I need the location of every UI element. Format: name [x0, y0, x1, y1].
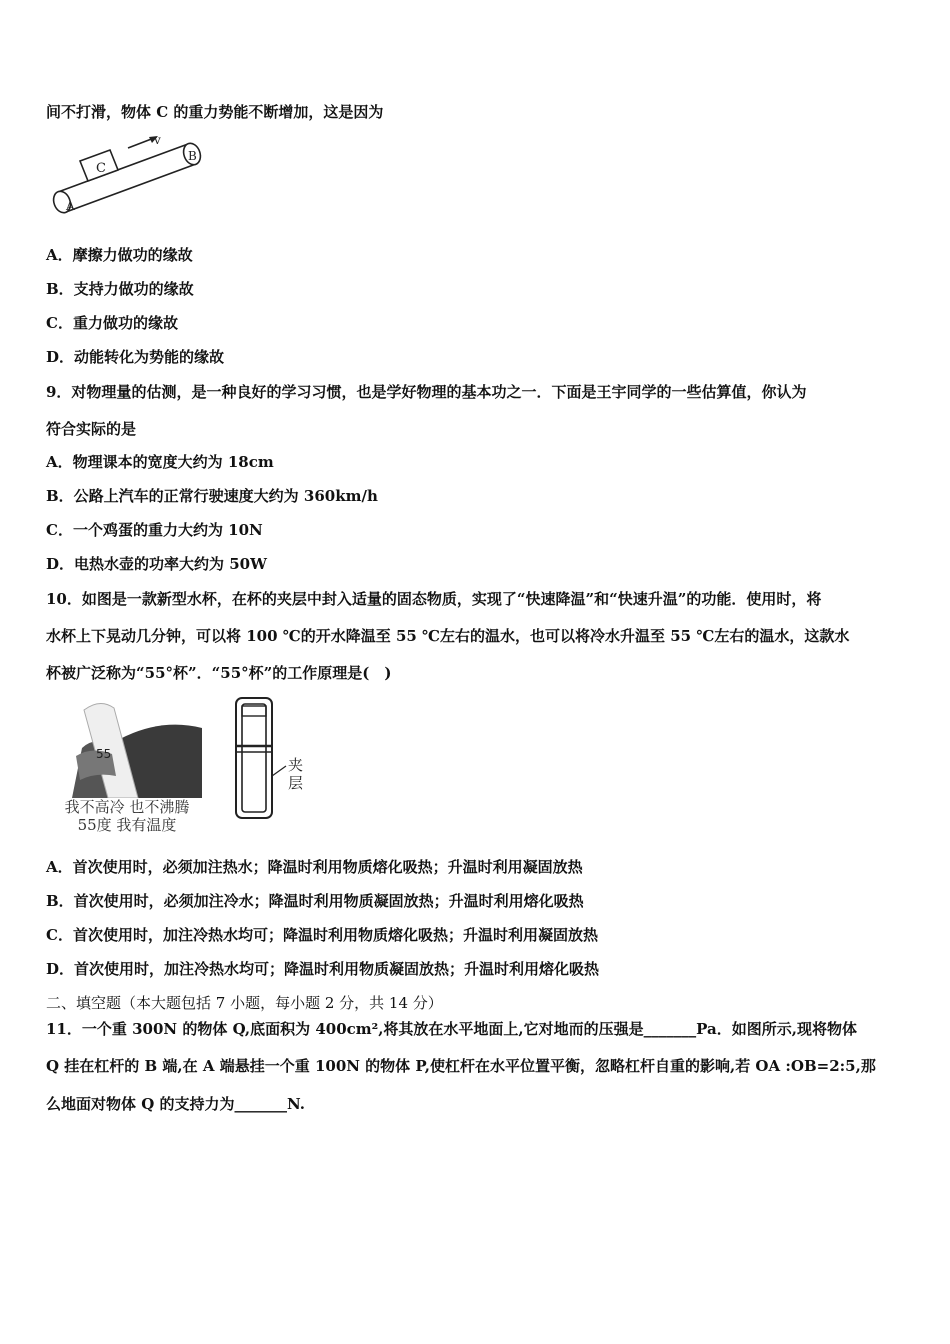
photo-caption-2: 55度 我有温度 [77, 816, 177, 834]
photo-caption-1: 我不高冷 也不沸腾 [64, 798, 190, 816]
label-a: A [66, 199, 75, 213]
cup-layer-diagram [228, 696, 318, 820]
label-v: v [154, 133, 161, 147]
q10-stem-line2: 水杯上下晃动几分钟，可以将 100 ℃的开水降温至 55 ℃左右的温水，也可以将冷水升温至 55 ℃左右的温水，这款水 [46, 627, 850, 645]
q8-stem-tail: 间不打滑，物体 C 的重力势能不断增加，这是因为 [46, 103, 384, 121]
q10-option-b: B．首次使用时，必须加注冷水；降温时利用物质凝固放热；升温时利用熔化吸热 [46, 892, 584, 910]
q10-option-a: A．首次使用时，必须加注热水；降温时利用物质熔化吸热；升温时利用凝固放热 [46, 858, 583, 876]
q10-option-d: D．首次使用时，加注冷热水均可；降温时利用物质凝固放热；升温时利用熔化吸热 [46, 960, 600, 978]
q9-stem-line1: 9．对物理量的估测，是一种良好的学习习惯，也是学好物理的基本功之一．下面是王宇同学的一些估算值，你认为 [46, 383, 807, 401]
q8-option-a: A．摩擦力做功的缘故 [46, 246, 193, 264]
cup-photo-55: 55 [96, 747, 112, 761]
q11-line3: 么地面对物体 Q 的支持力为_______N. [46, 1095, 305, 1113]
label-c: C [96, 161, 106, 176]
diagram-label-1: 夹 [288, 756, 304, 774]
q8-option-c: C．重力做功的缘故 [46, 314, 178, 332]
q11-line1: 11．一个重 300N 的物体 Q,底面积为 400cm²,将其放在水平地面上,它对地而的压强是_______Pa．如图所示,现将物体 [46, 1020, 857, 1038]
q10-stem-line1: 10．如图是一款新型水杯，在杯的夹层中封入适量的固态物质，实现了“快速降温”和“快速升温”的功能．使用时，将 [46, 590, 822, 608]
diagram-label-2: 层 [288, 774, 304, 792]
section2-heading: 二、填空题（本大题包括 7 小题，每小题 2 分，共 14 分） [46, 994, 443, 1012]
q9-stem-line2: 符合实际的是 [46, 420, 137, 438]
q9-option-d: D．电热水壶的功率大约为 50W [46, 555, 267, 573]
q9-option-a: A．物理课本的宽度大约为 18cm [46, 453, 274, 471]
velocity-arrow [128, 138, 154, 148]
q9-option-c: C．一个鸡蛋的重力大约为 10N [46, 521, 263, 539]
q8-option-d: D．动能转化为势能的缘故 [46, 348, 225, 366]
cup-photo [52, 698, 202, 838]
q9-option-b: B．公路上汽车的正常行驶速度大约为 360km/h [46, 487, 378, 505]
q10-stem-line3: 杯被广泛称为“55°杯”．“55°杯”的工作原理是( ) [46, 664, 392, 682]
cup-photo-image [52, 698, 202, 798]
label-b: B [188, 149, 197, 163]
q8-option-b: B．支持力做功的缘故 [46, 280, 194, 298]
belt-edges [58, 144, 196, 212]
conveyor-belt-figure [46, 130, 216, 222]
q11-line2: Q 挂在杠杆的 B 端,在 A 端悬挂一个重 100N 的物体 P,使杠杆在水平位置平衡，忽略杠杆自重的影响,若 OA :OB=2:5,那 [46, 1057, 876, 1075]
q10-option-c: C．首次使用时，加注冷热水均可；降温时利用物质熔化吸热；升温时利用凝固放热 [46, 926, 598, 944]
